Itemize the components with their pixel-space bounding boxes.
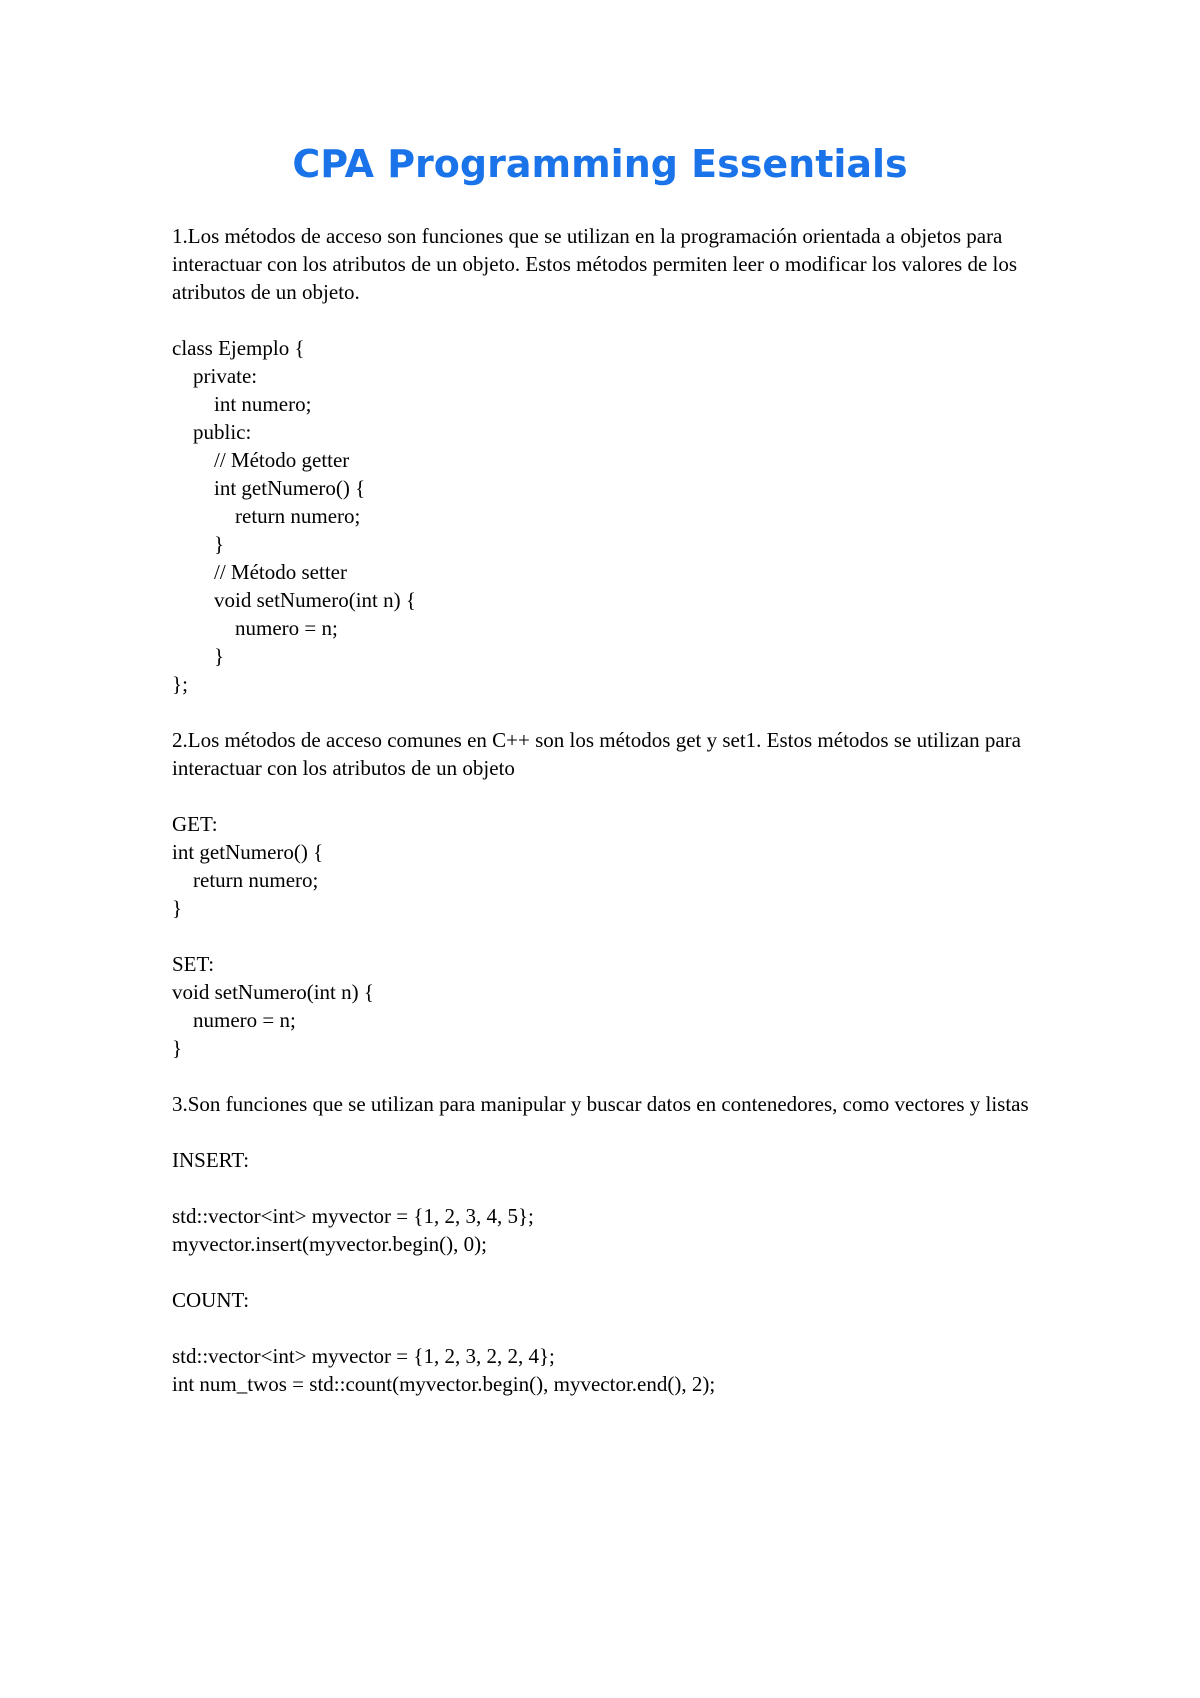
- set-code-block: [172, 950, 1052, 1062]
- get-code-block: [172, 810, 1052, 922]
- section-1-paragraph: 1.Los métodos de acceso son funciones que se utilizan en la programación orientada a objetos para interactuar con los atributos de un objeto. Estos métodos permiten leer o modificar los valores de los atributos de un objeto.: [172, 224, 1018, 304]
- count-code-block: [172, 1342, 1052, 1398]
- count-label: COUNT:: [172, 1288, 250, 1312]
- code-line: return numero;: [172, 504, 361, 528]
- code-line: }: [172, 532, 225, 556]
- section-2-paragraph: 2.Los métodos de acceso comunes en C++ son los métodos get y set1. Estos métodos se utilizan para interactuar con los atributos de un objeto: [172, 728, 1021, 780]
- section-1-code-block: [172, 334, 1052, 698]
- code-line: };: [172, 672, 188, 696]
- document-body: [172, 222, 1052, 1426]
- code-line: numero = n;: [172, 1008, 296, 1032]
- insert-label: INSERT:: [172, 1148, 250, 1172]
- insert-code-block: [172, 1202, 1052, 1258]
- code-line: class Ejemplo {: [172, 336, 305, 360]
- code-line: int getNumero() {: [172, 476, 366, 500]
- code-line: std::vector<int> myvector = {1, 2, 3, 4, 5};: [172, 1204, 534, 1228]
- section-3-paragraph: 3.Son funciones que se utilizan para manipular y buscar datos en contenedores, como vectores y listas: [172, 1092, 1029, 1116]
- document-title: CPA Programming Essentials: [292, 142, 908, 186]
- code-line: int getNumero() {: [172, 840, 324, 864]
- code-line: std::vector<int> myvector = {1, 2, 3, 2, 2, 4};: [172, 1344, 555, 1368]
- code-line: numero = n;: [172, 616, 338, 640]
- code-line: // Método setter: [172, 560, 347, 584]
- code-line: void setNumero(int n) {: [172, 980, 374, 1004]
- code-line: myvector.insert(myvector.begin(), 0);: [172, 1232, 487, 1256]
- get-label: GET:: [172, 812, 218, 836]
- code-line: }: [172, 644, 225, 668]
- code-line: int num_twos = std::count(myvector.begin(), myvector.end(), 2);: [172, 1372, 716, 1396]
- code-line: }: [172, 896, 183, 920]
- code-line: private:: [172, 364, 258, 388]
- code-line: return numero;: [172, 868, 319, 892]
- set-label: SET:: [172, 952, 215, 976]
- code-line: // Método getter: [172, 448, 350, 472]
- code-line: int numero;: [172, 392, 312, 416]
- code-line: public:: [172, 420, 252, 444]
- code-line: }: [172, 1036, 183, 1060]
- code-line: void setNumero(int n) {: [172, 588, 416, 612]
